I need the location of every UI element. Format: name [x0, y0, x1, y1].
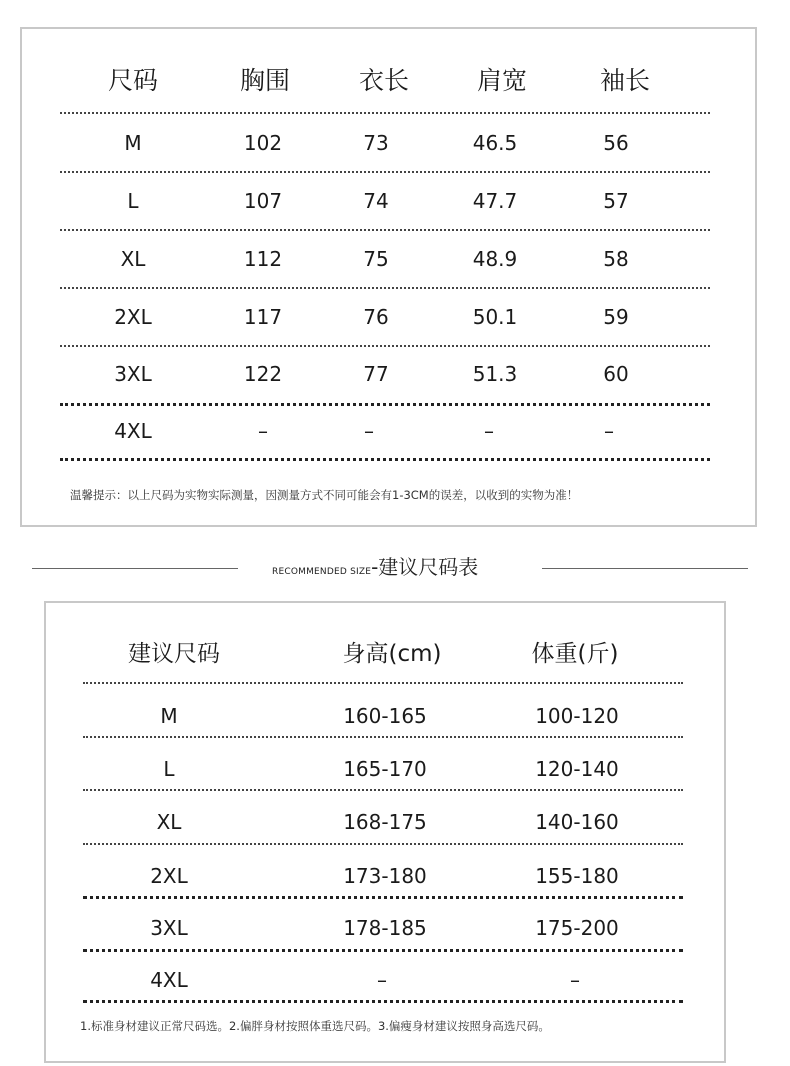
weight-cell: 120-140 [535, 757, 619, 781]
section-divider-left [32, 568, 238, 569]
height-cell: 160-165 [343, 704, 427, 728]
size-cell: 2XL [114, 305, 152, 329]
weight-cell: – [570, 968, 580, 992]
size-cell: XL [156, 810, 182, 834]
header-chest: 胸围 [239, 66, 291, 95]
row-divider [83, 682, 683, 684]
shoulder-cell: 48.9 [472, 247, 518, 271]
height-cell: 168-175 [343, 810, 427, 834]
size-cell: L [163, 757, 175, 781]
height-cell: 165-170 [343, 757, 427, 781]
size-cell: 4XL [150, 968, 188, 992]
size-cell: M [124, 131, 142, 155]
section-divider-right [542, 568, 748, 569]
header-sleeve: 袖长 [599, 66, 651, 95]
sleeve-cell: 57 [603, 189, 629, 213]
selection-note: 1.标准身材建议正常尺码选。2.偏胖身材按照体重选尺码。3.偏瘦身材建议按照身高选尺码。 [80, 1019, 550, 1033]
row-divider [83, 843, 683, 845]
row-divider [83, 896, 683, 899]
row-divider [83, 736, 683, 738]
row-divider [60, 287, 710, 289]
header-recommended-size: 建议尺码 [128, 641, 220, 667]
row-divider [60, 458, 710, 461]
chest-cell: 117 [243, 305, 283, 329]
sleeve-cell: – [604, 419, 614, 443]
weight-cell: 100-120 [535, 704, 619, 728]
shoulder-cell: 46.5 [472, 131, 518, 155]
size-cell: L [127, 189, 139, 213]
row-divider [83, 1000, 683, 1003]
height-cell: 178-185 [343, 916, 427, 940]
size-cell: XL [120, 247, 146, 271]
header-size: 尺码 [107, 66, 159, 95]
chest-cell: – [258, 419, 268, 443]
row-divider [60, 229, 710, 231]
row-divider [60, 171, 710, 173]
size-chart-panel [20, 27, 757, 527]
measurement-note: 温馨提示：以上尺码为实物实际测量，因测量方式不同可能会有1-3CM的误差，以收到的实物为准！ [70, 488, 579, 502]
height-cell: 173-180 [343, 864, 427, 888]
weight-cell: 140-160 [535, 810, 619, 834]
shoulder-cell: 47.7 [472, 189, 518, 213]
section-title-chinese: -建议尺码表 [371, 555, 479, 579]
chest-cell: 102 [243, 131, 283, 155]
size-cell: 3XL [150, 916, 188, 940]
length-cell: 74 [363, 189, 389, 213]
row-divider [60, 345, 710, 347]
sleeve-cell: 60 [603, 362, 629, 386]
length-cell: 73 [363, 131, 389, 155]
weight-cell: 155-180 [535, 864, 619, 888]
header-length: 衣长 [358, 66, 410, 95]
row-divider [60, 112, 710, 114]
section-title [272, 551, 478, 580]
sleeve-cell: 58 [603, 247, 629, 271]
row-divider [60, 403, 710, 406]
sleeve-cell: 56 [603, 131, 629, 155]
length-cell: 75 [363, 247, 389, 271]
length-cell: 76 [363, 305, 389, 329]
shoulder-cell: – [484, 419, 494, 443]
section-title-english: RECOMMENDED SIZE [272, 567, 372, 577]
size-cell: M [160, 704, 178, 728]
sleeve-cell: 59 [603, 305, 629, 329]
size-cell: 3XL [114, 362, 152, 386]
size-cell: 4XL [114, 419, 152, 443]
length-cell: 77 [363, 362, 389, 386]
height-cell: – [377, 968, 387, 992]
size-cell: 2XL [150, 864, 188, 888]
row-divider [83, 949, 683, 952]
chest-cell: 122 [243, 362, 283, 386]
header-shoulder: 肩宽 [476, 66, 528, 95]
chest-cell: 107 [243, 189, 283, 213]
weight-cell: 175-200 [535, 916, 619, 940]
header-height: 身高(cm) [342, 641, 442, 667]
shoulder-cell: 51.3 [472, 362, 518, 386]
length-cell: – [364, 419, 374, 443]
header-weight: 体重(斤) [531, 641, 619, 667]
shoulder-cell: 50.1 [472, 305, 518, 329]
row-divider [83, 789, 683, 791]
chest-cell: 112 [243, 247, 283, 271]
